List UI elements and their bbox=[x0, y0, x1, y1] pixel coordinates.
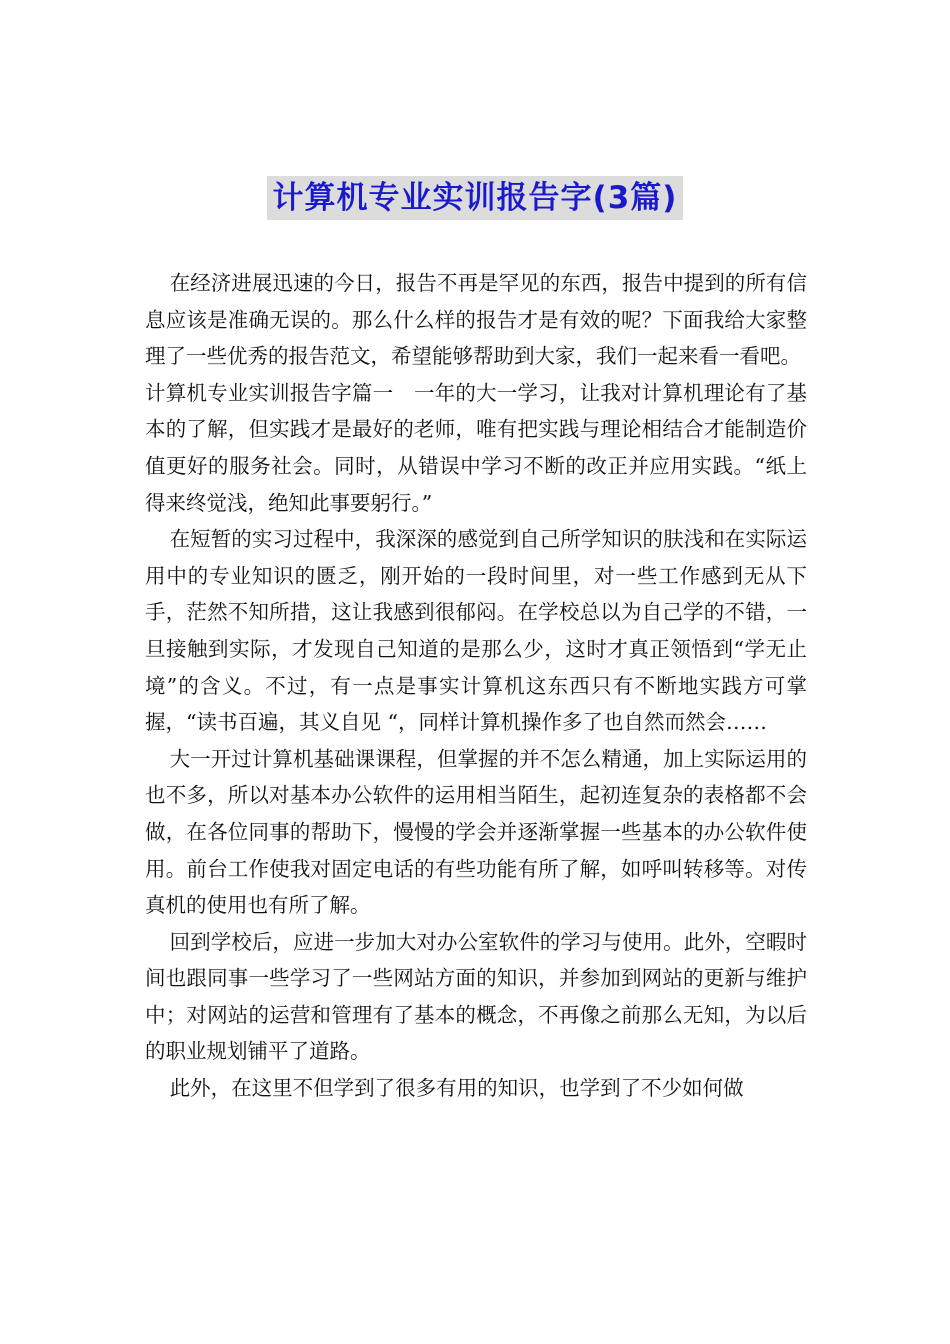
paragraph-furthermore: 此外，在这里不但学到了很多有用的知识，也学到了不少如何做 bbox=[169, 1076, 744, 1101]
paragraph-back-to-school: 回到学校后，应进一步加大对办公室软件的学习与使用。此外，空暇时间也跟同事一些学习了一些网站方面的知识，并参加到网站的更新与维护中；对网站的运营和管理有了基本的概念，不再像之前那么无知，为以后的职业规划铺平了道路。 bbox=[145, 929, 807, 1064]
document-title: 计算机专业实训报告字(3篇) bbox=[267, 176, 684, 220]
paragraph-internship: 在短暂的实习过程中，我深深的感觉到自己所学知识的肤浅和在实际运用中的专业知识的匮乏，刚开始的一段时间里，对一些工作感到无从下手，茫然不知所措，这让我感到很郁闷。在学校总以为自己学的不错，一旦接触到实际，才发现自己知道的是那么少，这时才真正领悟到“学无止境”的含义。不过，有一点是事实计算机这东西只有不断地实践方可掌握，“读书百遍，其义自见 “，同样计算机操作多了也自然而然会…… bbox=[145, 527, 807, 735]
title-container bbox=[0, 176, 950, 220]
paragraph-intro: 在经济进展迅速的今日，报告不再是罕见的东西，报告中提到的所有信息应该是准确无误的。那么什么样的报告才是有效的呢？下面我给大家整理了一些优秀的报告范文，希望能够帮助到大家，我们一起来看一看吧。 bbox=[145, 271, 807, 369]
paragraph-basics-course: 大一开过计算机基础课课程，但掌握的并不怎么精通，加上实际运用的也不多，所以对基本办公软件的运用相当陌生，起初连复杂的表格都不会做，在各位同事的帮助下，慢慢的学会并逐渐掌握一些基本的办公软件使用。前台工作使我对固定电话的有些功能有所了解，如呼叫转移等。对传真机的使用也有所了解。 bbox=[145, 746, 807, 918]
document-body bbox=[145, 265, 807, 1107]
paragraph-section-one: 计算机专业实训报告字篇一 一年的大一学习，让我对计算机理论有了基本的了解，但实践才是最好的老师，唯有把实践与理论相结合才能制造价值更好的服务社会。同时，从错误中学习不断的改正并应用实践。“纸上得来终觉浅，绝知此事要躬行。” bbox=[145, 380, 807, 515]
